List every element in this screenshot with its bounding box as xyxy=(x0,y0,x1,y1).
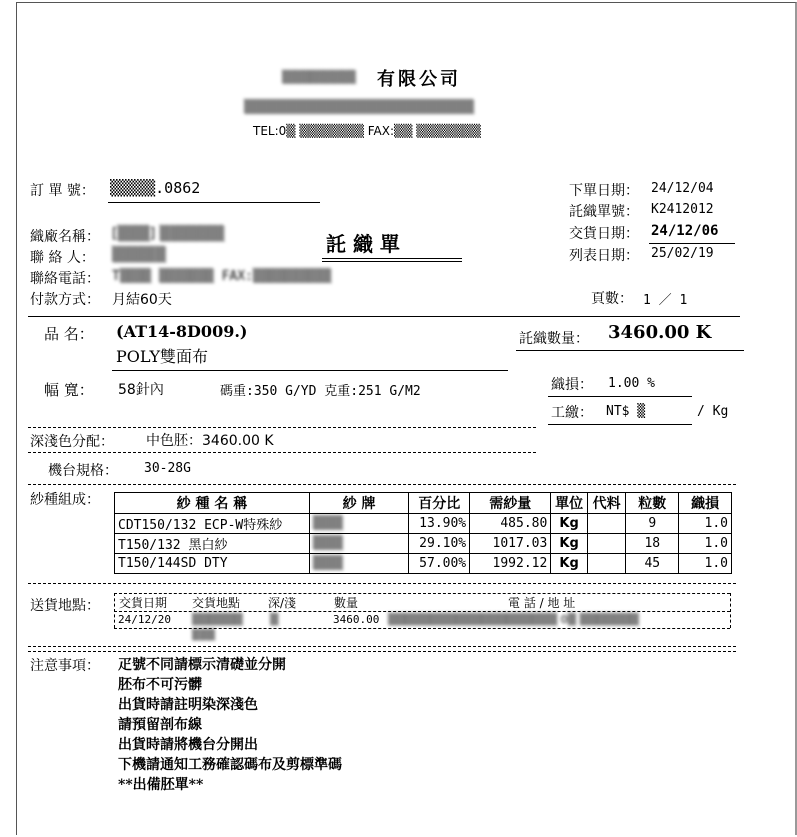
delivery-header-divider xyxy=(114,611,730,612)
yarn-cell-required: 1017.03 xyxy=(470,534,551,554)
weave-no-label: 託織單號： xyxy=(569,204,639,220)
delivery-label: 送貨地點： xyxy=(30,598,100,614)
yarn-cell-unit: Kg xyxy=(551,554,588,574)
delivery-header-date: 交貨日期 xyxy=(119,596,168,610)
dash-divider-2 xyxy=(28,452,536,453)
yarn-cell-count: 45 xyxy=(626,554,679,574)
delivery-header-qty: 數量 xyxy=(334,596,359,610)
product-code: (AT14-8D009.) xyxy=(116,322,248,341)
print-date-label: 列表日期： xyxy=(569,248,639,264)
order-no-value: ▒▒▒▒▒.0862 xyxy=(110,179,201,197)
machine-label: 機台規格： xyxy=(48,463,118,479)
contact-label: 聯 絡 人： xyxy=(30,250,95,266)
yarn-cell-name: T150/132 黑白紗 xyxy=(115,534,310,554)
contact-value: ▒▒▒▒▒ xyxy=(112,247,166,263)
table-row xyxy=(115,534,732,554)
company-address: ▒▒▒▒▒▒▒▒▒▒▒▒▒▒▒▒▒▒▒▒▒▒▒ xyxy=(244,100,474,115)
fee-underline xyxy=(548,424,692,425)
width-label: 幅 寬： xyxy=(44,381,94,399)
document-title: 託 織 單 xyxy=(326,232,400,256)
weave-qty-label: 託織數量： xyxy=(519,331,589,347)
note-line-7: **出備胚單** xyxy=(118,777,204,793)
yarn-cell-brand: ▒▒▒ xyxy=(309,534,408,554)
delivery-header-place: 交貨地點 xyxy=(192,596,241,610)
yarn-header-name: 紗 種 名 稱 xyxy=(115,493,310,514)
weave-qty-value: 3460.00 K xyxy=(608,322,712,343)
dash-divider-1 xyxy=(28,427,536,428)
yarn-cell-percent: 29.10% xyxy=(409,534,470,554)
payment-label: 付款方式： xyxy=(30,292,100,308)
note-line-3: 出貨時請註明染深淺色 xyxy=(118,697,258,713)
factory-value: [▒▒▒] ▒▒▒▒▒▒ xyxy=(112,226,225,242)
notes-label: 注意事項： xyxy=(30,658,100,674)
machine-value: 30-28G xyxy=(144,461,191,476)
yarn-table xyxy=(114,492,732,574)
delivery-box-right xyxy=(730,593,731,628)
pages-label: 頁數： xyxy=(591,291,633,307)
yarn-header-count: 粒數 xyxy=(626,493,679,514)
pages-value: 1 ／ 1 xyxy=(643,293,688,308)
yarn-cell-percent: 13.90% xyxy=(409,514,470,534)
yarn-header-substitute: 代料 xyxy=(587,493,626,514)
yarn-cell-loss: 1.0 xyxy=(679,554,732,574)
delivery-row2: ▒▒▒ xyxy=(192,630,216,641)
shade-value: 中色胚：3460.00 K xyxy=(146,433,274,449)
weave-no-value: K2412012 xyxy=(651,202,714,217)
yarn-table-header xyxy=(115,493,732,514)
note-line-5: 出貨時請將機台分開出 xyxy=(118,737,258,753)
delivery-box-bottom xyxy=(114,628,730,629)
loss-label: 織損： xyxy=(551,377,593,393)
fee-label: 工繳： xyxy=(551,405,593,421)
yarn-label: 紗種組成： xyxy=(30,492,100,508)
yarn-cell-count: 9 xyxy=(626,514,679,534)
dash-divider-5 xyxy=(28,646,736,647)
yarn-cell-percent: 57.00% xyxy=(409,554,470,574)
yarn-header-brand: 紗 牌 xyxy=(309,493,408,514)
note-line-6: 下機請通知工務確認碼布及剪標準碼 xyxy=(118,757,342,773)
yarn-header-required: 需紗量 xyxy=(470,493,551,514)
width-value: 58針內 xyxy=(118,382,164,398)
dash-divider-6 xyxy=(28,651,736,652)
product-underline xyxy=(112,370,508,371)
yarn-cell-required: 485.80 xyxy=(470,514,551,534)
delivery-cell-contact: ▒▒▒▒▒▒▒▒▒▒▒▒▒▒▒▒▒▒▒▒ 0▒ ▒▒▒▒▒▒▒ xyxy=(388,613,639,626)
delivery-date-underline xyxy=(649,243,735,244)
order-no-label: 訂 單 號： xyxy=(30,183,95,199)
company-name: 有限公司 xyxy=(377,69,461,90)
fee-unit: / Kg xyxy=(697,404,729,419)
company-tel-fax: TEL:0▒ ▒▒▒▒▒▒▒ FAX:▒▒ ▒▒▒▒▒▒▒ xyxy=(253,124,481,138)
company-name-obscured: ▒▒▒▒▒▒▒▒ xyxy=(282,70,356,84)
print-date-value: 25/02/19 xyxy=(651,246,714,261)
order-date-label: 下單日期： xyxy=(569,183,639,199)
yarn-cell-loss: 1.0 xyxy=(679,534,732,554)
yarn-cell-unit: Kg xyxy=(551,534,588,554)
yarn-cell-substitute xyxy=(587,554,626,574)
order-no-underline xyxy=(108,202,320,203)
yarn-cell-name: T150/144SD DTY xyxy=(115,554,310,574)
yarn-cell-loss: 1.0 xyxy=(679,514,732,534)
yarn-cell-required: 1992.12 xyxy=(470,554,551,574)
dash-divider-3 xyxy=(28,484,736,485)
phone-label: 聯絡電話： xyxy=(30,271,100,287)
loss-value: 1.00 % xyxy=(608,376,655,391)
yarn-cell-substitute xyxy=(587,514,626,534)
yarn-header-percent: 百分比 xyxy=(409,493,470,514)
yarn-cell-count: 18 xyxy=(626,534,679,554)
shade-label: 深淺色分配： xyxy=(30,434,114,450)
yarn-cell-brand: ▒▒▒ xyxy=(309,554,408,574)
weave-qty-underline xyxy=(516,350,744,351)
delivery-cell-shade: ▒ xyxy=(270,613,279,626)
weight-value: 碼重:350 G/YD 克重:251 G/M2 xyxy=(220,384,421,399)
phone-value: T▒▒▒▒ ▒▒▒▒▒▒▒ FAX:▒▒▒▒▒▒▒▒▒▒ xyxy=(112,269,332,284)
yarn-header-loss: 織損 xyxy=(679,493,732,514)
delivery-date-label: 交貨日期： xyxy=(569,226,639,242)
yarn-cell-substitute xyxy=(587,534,626,554)
note-line-1: 疋號不同請標示清礎並分開 xyxy=(118,657,286,673)
title-underline xyxy=(322,258,462,259)
note-line-2: 胚布不可污髒 xyxy=(118,677,202,693)
product-name-label: 品 名： xyxy=(44,325,94,343)
yarn-header-unit: 單位 xyxy=(551,493,588,514)
table-row xyxy=(115,514,732,534)
delivery-cell-date: 24/12/20 xyxy=(118,613,171,626)
yarn-cell-unit: Kg xyxy=(551,514,588,534)
payment-value: 月結60天 xyxy=(112,292,172,308)
delivery-cell-place: ▒▒▒▒▒▒ xyxy=(192,613,243,626)
delivery-header-contact: 電 話 / 地 址 xyxy=(508,596,576,610)
title-underline-2 xyxy=(322,261,462,262)
factory-label: 織廠名稱： xyxy=(30,229,100,245)
delivery-header-shade: 深/淺 xyxy=(268,596,297,610)
fee-value: NT$ ▒ xyxy=(606,404,646,419)
delivery-date-value: 24/12/06 xyxy=(651,223,719,239)
order-date-value: 24/12/04 xyxy=(651,181,714,196)
yarn-cell-brand: ▒▒▒ xyxy=(309,514,408,534)
dash-divider-4 xyxy=(28,583,736,584)
loss-underline xyxy=(548,396,692,397)
delivery-cell-qty: 3460.00 xyxy=(333,613,380,626)
note-line-4: 請預留剖布線 xyxy=(118,717,202,733)
section-divider xyxy=(28,316,740,317)
product-desc: POLY雙面布 xyxy=(116,347,209,366)
yarn-cell-name: CDT150/132 ECP-W特殊紗 xyxy=(115,514,310,534)
table-row xyxy=(115,554,732,574)
